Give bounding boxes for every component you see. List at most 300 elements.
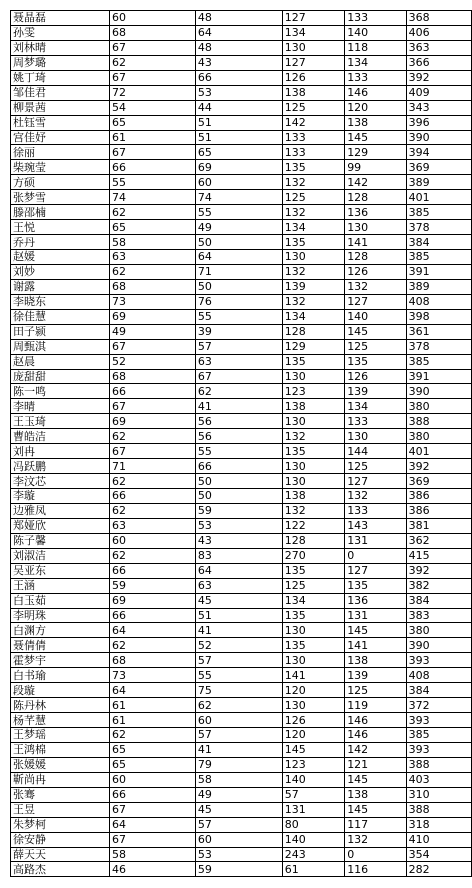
score-2-cell[interactable]: 44 bbox=[195, 100, 282, 115]
score-4-cell[interactable]: 120 bbox=[345, 100, 406, 115]
score-4-cell[interactable]: 134 bbox=[345, 55, 406, 70]
score-4-cell[interactable]: 134 bbox=[345, 399, 406, 414]
score-3-cell[interactable]: 140 bbox=[282, 832, 344, 847]
score-2-cell[interactable]: 57 bbox=[195, 817, 282, 832]
total-score-cell[interactable]: 390 bbox=[406, 384, 471, 399]
score-2-cell[interactable]: 55 bbox=[195, 309, 282, 324]
score-3-cell[interactable]: 132 bbox=[282, 175, 344, 190]
score-1-cell[interactable]: 64 bbox=[110, 623, 196, 638]
score-4-cell[interactable]: 143 bbox=[345, 518, 406, 533]
score-3-cell[interactable]: 135 bbox=[282, 235, 344, 250]
score-2-cell[interactable]: 39 bbox=[195, 324, 282, 339]
score-4-cell[interactable]: 132 bbox=[345, 489, 406, 504]
score-4-cell[interactable]: 141 bbox=[345, 235, 406, 250]
score-1-cell[interactable]: 61 bbox=[110, 698, 196, 713]
total-score-cell[interactable]: 366 bbox=[406, 55, 471, 70]
total-score-cell[interactable]: 406 bbox=[406, 25, 471, 40]
score-2-cell[interactable]: 53 bbox=[195, 518, 282, 533]
score-3-cell[interactable]: 130 bbox=[282, 474, 344, 489]
student-name-cell[interactable]: 薛天天 bbox=[11, 847, 110, 862]
score-3-cell[interactable]: 128 bbox=[282, 324, 344, 339]
score-4-cell[interactable]: 129 bbox=[345, 145, 406, 160]
student-name-cell[interactable]: 朱梦柯 bbox=[11, 817, 110, 832]
total-score-cell[interactable]: 343 bbox=[406, 100, 471, 115]
total-score-cell[interactable]: 380 bbox=[406, 429, 471, 444]
student-name-cell[interactable]: 赵晨 bbox=[11, 354, 110, 369]
student-name-cell[interactable]: 王鸿棉 bbox=[11, 742, 110, 757]
score-4-cell[interactable]: 132 bbox=[345, 832, 406, 847]
score-3-cell[interactable]: 130 bbox=[282, 653, 344, 668]
score-4-cell[interactable]: 138 bbox=[345, 787, 406, 802]
score-3-cell[interactable]: 132 bbox=[282, 503, 344, 518]
score-1-cell[interactable]: 49 bbox=[110, 324, 196, 339]
score-3-cell[interactable]: 125 bbox=[282, 578, 344, 593]
score-4-cell[interactable]: 140 bbox=[345, 309, 406, 324]
score-4-cell[interactable]: 146 bbox=[345, 85, 406, 100]
score-3-cell[interactable]: 134 bbox=[282, 593, 344, 608]
student-name-cell[interactable]: 陈一鸣 bbox=[11, 384, 110, 399]
score-2-cell[interactable]: 58 bbox=[195, 772, 282, 787]
student-name-cell[interactable]: 谢露 bbox=[11, 279, 110, 294]
student-name-cell[interactable]: 周梦璐 bbox=[11, 55, 110, 70]
score-3-cell[interactable]: 270 bbox=[282, 548, 344, 563]
total-score-cell[interactable]: 369 bbox=[406, 160, 471, 175]
total-score-cell[interactable]: 392 bbox=[406, 459, 471, 474]
score-3-cell[interactable]: 122 bbox=[282, 518, 344, 533]
score-4-cell[interactable]: 135 bbox=[345, 578, 406, 593]
total-score-cell[interactable]: 390 bbox=[406, 638, 471, 653]
total-score-cell[interactable]: 382 bbox=[406, 578, 471, 593]
score-2-cell[interactable]: 56 bbox=[195, 414, 282, 429]
score-2-cell[interactable]: 49 bbox=[195, 220, 282, 235]
score-3-cell[interactable]: 132 bbox=[282, 429, 344, 444]
score-2-cell[interactable]: 48 bbox=[195, 11, 282, 26]
score-3-cell[interactable]: 61 bbox=[282, 862, 344, 877]
total-score-cell[interactable]: 372 bbox=[406, 698, 471, 713]
student-name-cell[interactable]: 陈子馨 bbox=[11, 533, 110, 548]
score-2-cell[interactable]: 83 bbox=[195, 548, 282, 563]
total-score-cell[interactable]: 384 bbox=[406, 235, 471, 250]
total-score-cell[interactable]: 415 bbox=[406, 548, 471, 563]
score-1-cell[interactable]: 60 bbox=[110, 11, 196, 26]
total-score-cell[interactable]: 380 bbox=[406, 399, 471, 414]
score-1-cell[interactable]: 66 bbox=[110, 563, 196, 578]
total-score-cell[interactable]: 385 bbox=[406, 250, 471, 265]
score-1-cell[interactable]: 65 bbox=[110, 220, 196, 235]
total-score-cell[interactable]: 388 bbox=[406, 757, 471, 772]
student-name-cell[interactable]: 张梦雪 bbox=[11, 190, 110, 205]
total-score-cell[interactable]: 390 bbox=[406, 130, 471, 145]
score-3-cell[interactable]: 120 bbox=[282, 683, 344, 698]
total-score-cell[interactable]: 318 bbox=[406, 817, 471, 832]
total-score-cell[interactable]: 392 bbox=[406, 70, 471, 85]
score-3-cell[interactable]: 135 bbox=[282, 354, 344, 369]
score-3-cell[interactable]: 130 bbox=[282, 369, 344, 384]
score-4-cell[interactable]: 142 bbox=[345, 175, 406, 190]
score-1-cell[interactable]: 69 bbox=[110, 414, 196, 429]
score-1-cell[interactable]: 67 bbox=[110, 802, 196, 817]
score-4-cell[interactable]: 145 bbox=[345, 802, 406, 817]
score-4-cell[interactable]: 139 bbox=[345, 384, 406, 399]
score-4-cell[interactable]: 131 bbox=[345, 533, 406, 548]
total-score-cell[interactable]: 384 bbox=[406, 593, 471, 608]
score-4-cell[interactable]: 145 bbox=[345, 623, 406, 638]
student-name-cell[interactable]: 冯跃鹏 bbox=[11, 459, 110, 474]
score-4-cell[interactable]: 127 bbox=[345, 294, 406, 309]
score-4-cell[interactable]: 145 bbox=[345, 130, 406, 145]
student-name-cell[interactable]: 周甄淇 bbox=[11, 339, 110, 354]
score-2-cell[interactable]: 69 bbox=[195, 160, 282, 175]
score-1-cell[interactable]: 62 bbox=[110, 503, 196, 518]
student-name-cell[interactable]: 杨芊慧 bbox=[11, 713, 110, 728]
score-1-cell[interactable]: 74 bbox=[110, 190, 196, 205]
score-3-cell[interactable]: 130 bbox=[282, 459, 344, 474]
score-4-cell[interactable]: 127 bbox=[345, 563, 406, 578]
score-4-cell[interactable]: 125 bbox=[345, 683, 406, 698]
score-2-cell[interactable]: 71 bbox=[195, 264, 282, 279]
total-score-cell[interactable]: 393 bbox=[406, 742, 471, 757]
score-3-cell[interactable]: 80 bbox=[282, 817, 344, 832]
score-1-cell[interactable]: 52 bbox=[110, 354, 196, 369]
score-1-cell[interactable]: 73 bbox=[110, 294, 196, 309]
score-4-cell[interactable]: 118 bbox=[345, 40, 406, 55]
score-4-cell[interactable]: 141 bbox=[345, 638, 406, 653]
score-4-cell[interactable]: 136 bbox=[345, 205, 406, 220]
score-2-cell[interactable]: 75 bbox=[195, 683, 282, 698]
score-3-cell[interactable]: 130 bbox=[282, 698, 344, 713]
score-3-cell[interactable]: 132 bbox=[282, 294, 344, 309]
score-1-cell[interactable]: 61 bbox=[110, 130, 196, 145]
score-2-cell[interactable]: 59 bbox=[195, 503, 282, 518]
total-score-cell[interactable]: 385 bbox=[406, 205, 471, 220]
score-1-cell[interactable]: 67 bbox=[110, 399, 196, 414]
score-3-cell[interactable]: 145 bbox=[282, 742, 344, 757]
student-name-cell[interactable]: 柳景茜 bbox=[11, 100, 110, 115]
total-score-cell[interactable]: 362 bbox=[406, 533, 471, 548]
score-4-cell[interactable]: 130 bbox=[345, 220, 406, 235]
score-1-cell[interactable]: 60 bbox=[110, 533, 196, 548]
score-1-cell[interactable]: 46 bbox=[110, 862, 196, 877]
score-3-cell[interactable]: 142 bbox=[282, 115, 344, 130]
score-2-cell[interactable]: 53 bbox=[195, 847, 282, 862]
score-1-cell[interactable]: 62 bbox=[110, 205, 196, 220]
total-score-cell[interactable]: 391 bbox=[406, 264, 471, 279]
score-4-cell[interactable]: 135 bbox=[345, 354, 406, 369]
score-2-cell[interactable]: 63 bbox=[195, 354, 282, 369]
score-2-cell[interactable]: 48 bbox=[195, 40, 282, 55]
score-2-cell[interactable]: 49 bbox=[195, 787, 282, 802]
score-4-cell[interactable]: 128 bbox=[345, 250, 406, 265]
student-name-cell[interactable]: 田子颍 bbox=[11, 324, 110, 339]
student-name-cell[interactable]: 王昱 bbox=[11, 802, 110, 817]
score-2-cell[interactable]: 52 bbox=[195, 638, 282, 653]
student-name-cell[interactable]: 庞甜甜 bbox=[11, 369, 110, 384]
student-name-cell[interactable]: 聂晶磊 bbox=[11, 11, 110, 26]
score-2-cell[interactable]: 64 bbox=[195, 250, 282, 265]
score-2-cell[interactable]: 43 bbox=[195, 55, 282, 70]
score-4-cell[interactable]: 126 bbox=[345, 369, 406, 384]
student-name-cell[interactable]: 郑娅欣 bbox=[11, 518, 110, 533]
score-2-cell[interactable]: 63 bbox=[195, 578, 282, 593]
score-3-cell[interactable]: 130 bbox=[282, 40, 344, 55]
score-1-cell[interactable]: 66 bbox=[110, 608, 196, 623]
score-2-cell[interactable]: 65 bbox=[195, 145, 282, 160]
score-4-cell[interactable]: 138 bbox=[345, 115, 406, 130]
score-2-cell[interactable]: 50 bbox=[195, 489, 282, 504]
student-name-cell[interactable]: 张媛媛 bbox=[11, 757, 110, 772]
score-3-cell[interactable]: 140 bbox=[282, 772, 344, 787]
score-2-cell[interactable]: 60 bbox=[195, 713, 282, 728]
score-3-cell[interactable]: 120 bbox=[282, 728, 344, 743]
score-2-cell[interactable]: 62 bbox=[195, 384, 282, 399]
score-2-cell[interactable]: 45 bbox=[195, 802, 282, 817]
student-name-cell[interactable]: 霍梦宇 bbox=[11, 653, 110, 668]
score-3-cell[interactable]: 125 bbox=[282, 190, 344, 205]
score-1-cell[interactable]: 72 bbox=[110, 85, 196, 100]
score-2-cell[interactable]: 53 bbox=[195, 85, 282, 100]
score-4-cell[interactable]: 133 bbox=[345, 70, 406, 85]
score-1-cell[interactable]: 61 bbox=[110, 713, 196, 728]
student-name-cell[interactable]: 段璇 bbox=[11, 683, 110, 698]
student-name-cell[interactable]: 刘妙 bbox=[11, 264, 110, 279]
score-3-cell[interactable]: 135 bbox=[282, 638, 344, 653]
score-2-cell[interactable]: 55 bbox=[195, 444, 282, 459]
score-1-cell[interactable]: 71 bbox=[110, 459, 196, 474]
score-4-cell[interactable]: 130 bbox=[345, 429, 406, 444]
score-1-cell[interactable]: 62 bbox=[110, 548, 196, 563]
score-1-cell[interactable]: 58 bbox=[110, 847, 196, 862]
score-1-cell[interactable]: 65 bbox=[110, 757, 196, 772]
score-1-cell[interactable]: 62 bbox=[110, 638, 196, 653]
score-2-cell[interactable]: 79 bbox=[195, 757, 282, 772]
student-name-cell[interactable]: 李明珠 bbox=[11, 608, 110, 623]
score-3-cell[interactable]: 135 bbox=[282, 563, 344, 578]
total-score-cell[interactable]: 369 bbox=[406, 474, 471, 489]
score-1-cell[interactable]: 64 bbox=[110, 817, 196, 832]
student-name-cell[interactable]: 李汶芯 bbox=[11, 474, 110, 489]
student-name-cell[interactable]: 李璇 bbox=[11, 489, 110, 504]
total-score-cell[interactable]: 391 bbox=[406, 369, 471, 384]
student-name-cell[interactable]: 徐安静 bbox=[11, 832, 110, 847]
score-3-cell[interactable]: 135 bbox=[282, 608, 344, 623]
score-4-cell[interactable]: 121 bbox=[345, 757, 406, 772]
score-3-cell[interactable]: 243 bbox=[282, 847, 344, 862]
score-2-cell[interactable]: 67 bbox=[195, 369, 282, 384]
total-score-cell[interactable]: 363 bbox=[406, 40, 471, 55]
score-3-cell[interactable]: 138 bbox=[282, 85, 344, 100]
score-4-cell[interactable]: 99 bbox=[345, 160, 406, 175]
total-score-cell[interactable]: 388 bbox=[406, 802, 471, 817]
score-1-cell[interactable]: 66 bbox=[110, 787, 196, 802]
score-3-cell[interactable]: 130 bbox=[282, 250, 344, 265]
total-score-cell[interactable]: 408 bbox=[406, 294, 471, 309]
score-3-cell[interactable]: 123 bbox=[282, 384, 344, 399]
score-2-cell[interactable]: 60 bbox=[195, 832, 282, 847]
score-2-cell[interactable]: 51 bbox=[195, 608, 282, 623]
score-2-cell[interactable]: 51 bbox=[195, 115, 282, 130]
student-name-cell[interactable]: 边雅凤 bbox=[11, 503, 110, 518]
total-score-cell[interactable]: 409 bbox=[406, 85, 471, 100]
score-1-cell[interactable]: 67 bbox=[110, 40, 196, 55]
student-name-cell[interactable]: 方硕 bbox=[11, 175, 110, 190]
student-name-cell[interactable]: 徐佳慧 bbox=[11, 309, 110, 324]
total-score-cell[interactable]: 381 bbox=[406, 518, 471, 533]
score-2-cell[interactable]: 50 bbox=[195, 235, 282, 250]
total-score-cell[interactable]: 385 bbox=[406, 728, 471, 743]
score-2-cell[interactable]: 51 bbox=[195, 130, 282, 145]
score-1-cell[interactable]: 68 bbox=[110, 25, 196, 40]
score-1-cell[interactable]: 60 bbox=[110, 772, 196, 787]
total-score-cell[interactable]: 389 bbox=[406, 279, 471, 294]
score-3-cell[interactable]: 132 bbox=[282, 264, 344, 279]
total-score-cell[interactable]: 401 bbox=[406, 190, 471, 205]
score-3-cell[interactable]: 134 bbox=[282, 220, 344, 235]
student-name-cell[interactable]: 白玉茹 bbox=[11, 593, 110, 608]
score-1-cell[interactable]: 68 bbox=[110, 653, 196, 668]
student-name-cell[interactable]: 刘淑洁 bbox=[11, 548, 110, 563]
score-2-cell[interactable]: 62 bbox=[195, 698, 282, 713]
score-4-cell[interactable]: 145 bbox=[345, 324, 406, 339]
student-name-cell[interactable]: 徐丽 bbox=[11, 145, 110, 160]
score-3-cell[interactable]: 123 bbox=[282, 757, 344, 772]
score-3-cell[interactable]: 130 bbox=[282, 623, 344, 638]
score-3-cell[interactable]: 134 bbox=[282, 25, 344, 40]
score-4-cell[interactable]: 128 bbox=[345, 190, 406, 205]
score-3-cell[interactable]: 57 bbox=[282, 787, 344, 802]
score-2-cell[interactable]: 60 bbox=[195, 175, 282, 190]
student-name-cell[interactable]: 陈丹林 bbox=[11, 698, 110, 713]
student-name-cell[interactable]: 白书瑜 bbox=[11, 668, 110, 683]
score-1-cell[interactable]: 67 bbox=[110, 70, 196, 85]
student-name-cell[interactable]: 王悦 bbox=[11, 220, 110, 235]
total-score-cell[interactable]: 403 bbox=[406, 772, 471, 787]
total-score-cell[interactable]: 378 bbox=[406, 339, 471, 354]
student-name-cell[interactable]: 曹皓洁 bbox=[11, 429, 110, 444]
score-1-cell[interactable]: 62 bbox=[110, 55, 196, 70]
total-score-cell[interactable]: 394 bbox=[406, 145, 471, 160]
score-2-cell[interactable]: 55 bbox=[195, 205, 282, 220]
total-score-cell[interactable]: 282 bbox=[406, 862, 471, 877]
score-2-cell[interactable]: 55 bbox=[195, 668, 282, 683]
score-3-cell[interactable]: 131 bbox=[282, 802, 344, 817]
total-score-cell[interactable]: 361 bbox=[406, 324, 471, 339]
total-score-cell[interactable]: 354 bbox=[406, 847, 471, 862]
total-score-cell[interactable]: 385 bbox=[406, 354, 471, 369]
score-1-cell[interactable]: 65 bbox=[110, 742, 196, 757]
score-1-cell[interactable]: 62 bbox=[110, 474, 196, 489]
score-3-cell[interactable]: 127 bbox=[282, 55, 344, 70]
score-2-cell[interactable]: 50 bbox=[195, 474, 282, 489]
student-name-cell[interactable]: 王涵 bbox=[11, 578, 110, 593]
score-1-cell[interactable]: 66 bbox=[110, 160, 196, 175]
student-name-cell[interactable]: 李晴 bbox=[11, 399, 110, 414]
score-2-cell[interactable]: 76 bbox=[195, 294, 282, 309]
score-4-cell[interactable]: 126 bbox=[345, 264, 406, 279]
student-name-cell[interactable]: 高路杰 bbox=[11, 862, 110, 877]
score-4-cell[interactable]: 119 bbox=[345, 698, 406, 713]
score-3-cell[interactable]: 129 bbox=[282, 339, 344, 354]
score-2-cell[interactable]: 45 bbox=[195, 593, 282, 608]
score-4-cell[interactable]: 136 bbox=[345, 593, 406, 608]
total-score-cell[interactable]: 378 bbox=[406, 220, 471, 235]
score-2-cell[interactable]: 41 bbox=[195, 623, 282, 638]
score-3-cell[interactable]: 128 bbox=[282, 533, 344, 548]
total-score-cell[interactable]: 386 bbox=[406, 503, 471, 518]
score-2-cell[interactable]: 66 bbox=[195, 70, 282, 85]
score-3-cell[interactable]: 135 bbox=[282, 160, 344, 175]
student-name-cell[interactable]: 刘冉 bbox=[11, 444, 110, 459]
student-name-cell[interactable]: 宫佳妤 bbox=[11, 130, 110, 145]
total-score-cell[interactable]: 310 bbox=[406, 787, 471, 802]
score-2-cell[interactable]: 57 bbox=[195, 339, 282, 354]
score-4-cell[interactable]: 146 bbox=[345, 728, 406, 743]
score-1-cell[interactable]: 67 bbox=[110, 444, 196, 459]
score-2-cell[interactable]: 56 bbox=[195, 429, 282, 444]
score-2-cell[interactable]: 66 bbox=[195, 459, 282, 474]
total-score-cell[interactable]: 393 bbox=[406, 713, 471, 728]
score-1-cell[interactable]: 66 bbox=[110, 489, 196, 504]
score-4-cell[interactable]: 133 bbox=[345, 11, 406, 26]
total-score-cell[interactable]: 408 bbox=[406, 668, 471, 683]
score-1-cell[interactable]: 64 bbox=[110, 683, 196, 698]
score-3-cell[interactable]: 134 bbox=[282, 309, 344, 324]
student-name-cell[interactable]: 滕邵楠 bbox=[11, 205, 110, 220]
score-1-cell[interactable]: 54 bbox=[110, 100, 196, 115]
total-score-cell[interactable]: 384 bbox=[406, 683, 471, 698]
score-4-cell[interactable]: 146 bbox=[345, 713, 406, 728]
score-1-cell[interactable]: 59 bbox=[110, 578, 196, 593]
score-3-cell[interactable]: 135 bbox=[282, 444, 344, 459]
student-name-cell[interactable]: 靳尚冉 bbox=[11, 772, 110, 787]
score-2-cell[interactable]: 59 bbox=[195, 862, 282, 877]
total-score-cell[interactable]: 392 bbox=[406, 563, 471, 578]
score-1-cell[interactable]: 62 bbox=[110, 429, 196, 444]
score-1-cell[interactable]: 67 bbox=[110, 339, 196, 354]
score-2-cell[interactable]: 41 bbox=[195, 742, 282, 757]
score-1-cell[interactable]: 63 bbox=[110, 250, 196, 265]
student-name-cell[interactable]: 柴琬莹 bbox=[11, 160, 110, 175]
score-2-cell[interactable]: 41 bbox=[195, 399, 282, 414]
student-name-cell[interactable]: 乔丹 bbox=[11, 235, 110, 250]
score-1-cell[interactable]: 55 bbox=[110, 175, 196, 190]
total-score-cell[interactable]: 398 bbox=[406, 309, 471, 324]
student-name-cell[interactable]: 刘林晴 bbox=[11, 40, 110, 55]
score-1-cell[interactable]: 67 bbox=[110, 145, 196, 160]
score-3-cell[interactable]: 130 bbox=[282, 414, 344, 429]
score-1-cell[interactable]: 63 bbox=[110, 518, 196, 533]
total-score-cell[interactable]: 396 bbox=[406, 115, 471, 130]
student-name-cell[interactable]: 赵媛 bbox=[11, 250, 110, 265]
score-1-cell[interactable]: 65 bbox=[110, 115, 196, 130]
total-score-cell[interactable]: 383 bbox=[406, 608, 471, 623]
student-name-cell[interactable]: 邹佳君 bbox=[11, 85, 110, 100]
score-2-cell[interactable]: 64 bbox=[195, 25, 282, 40]
score-3-cell[interactable]: 133 bbox=[282, 145, 344, 160]
total-score-cell[interactable]: 388 bbox=[406, 414, 471, 429]
student-name-cell[interactable]: 杜钰雪 bbox=[11, 115, 110, 130]
score-2-cell[interactable]: 64 bbox=[195, 563, 282, 578]
total-score-cell[interactable]: 401 bbox=[406, 444, 471, 459]
total-score-cell[interactable]: 389 bbox=[406, 175, 471, 190]
score-3-cell[interactable]: 139 bbox=[282, 279, 344, 294]
student-name-cell[interactable]: 聂倩倩 bbox=[11, 638, 110, 653]
student-name-cell[interactable]: 王梦瑶 bbox=[11, 728, 110, 743]
score-2-cell[interactable]: 57 bbox=[195, 653, 282, 668]
score-2-cell[interactable]: 43 bbox=[195, 533, 282, 548]
score-1-cell[interactable]: 58 bbox=[110, 235, 196, 250]
score-4-cell[interactable]: 138 bbox=[345, 653, 406, 668]
score-1-cell[interactable]: 69 bbox=[110, 593, 196, 608]
